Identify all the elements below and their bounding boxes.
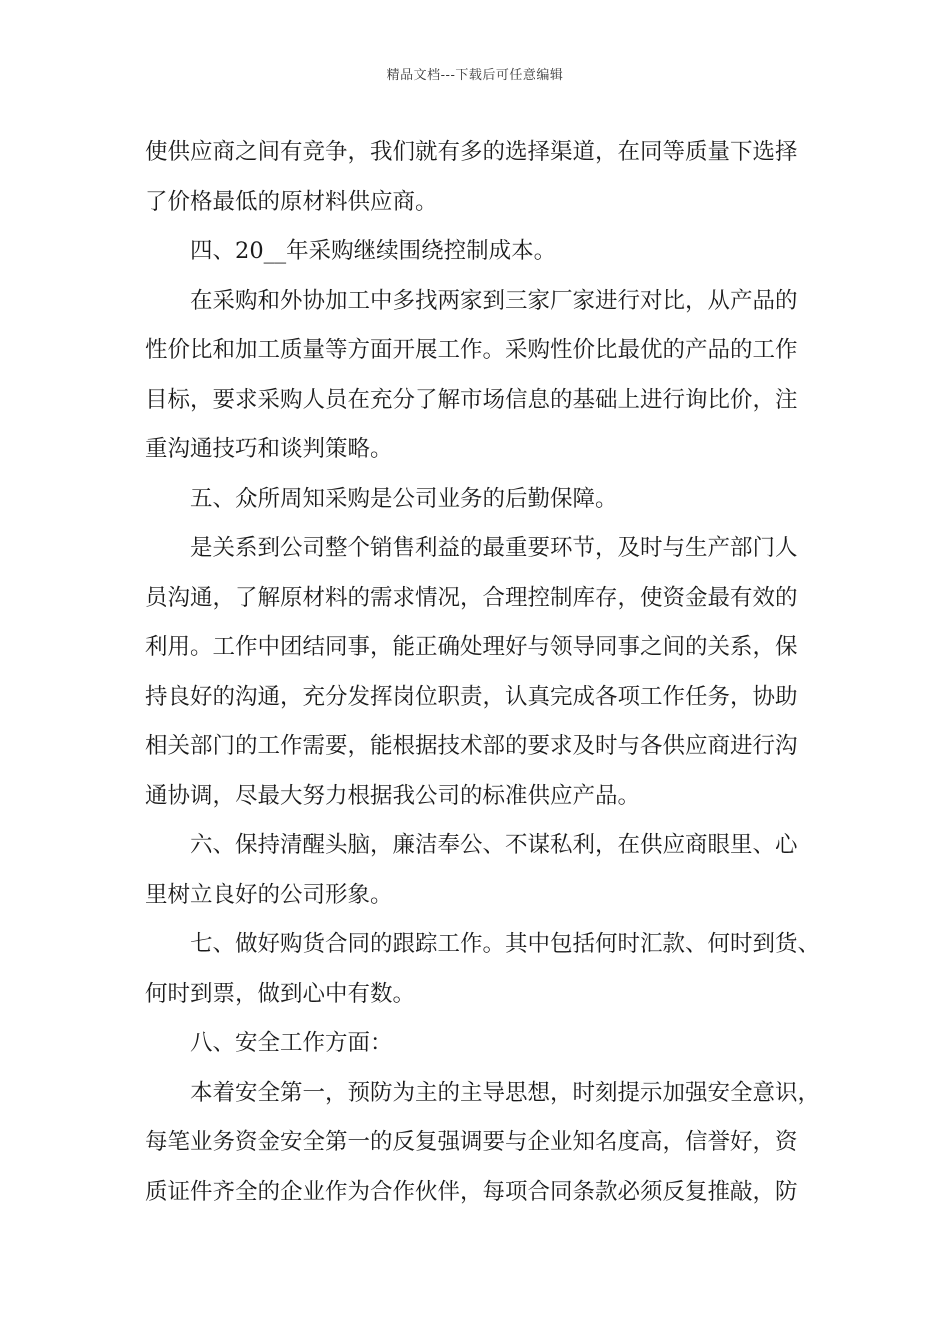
text-line: 目标，要求采购人员在充分了解市场信息的基础上进行询比价，注: [145, 386, 798, 413]
section-heading-8: 八、安全工作方面：: [190, 1030, 393, 1056]
text-line: 利用。工作中团结同事，能正确处理好与领导同事之间的关系，保: [145, 634, 798, 660]
text-line: 持良好的沟通，充分发挥岗位职责，认真完成各项工作任务，协助: [145, 683, 798, 710]
text-line: 在采购和外协加工中多找两家到三家厂家进行对比，从产品的: [190, 287, 798, 314]
text-line: 本着安全第一，预防为主的主导思想，时刻提示加强安全意识，: [190, 1079, 821, 1106]
text-line: 质证件齐全的企业作为合作伙伴，每项合同条款必须反复推敲，防: [145, 1178, 798, 1205]
document-body: [145, 128, 821, 1217]
section-heading-5: 五、众所周知采购是公司业务的后勤保障。: [190, 485, 618, 512]
text-line: 何时到票，做到心中有数。: [145, 980, 416, 1007]
page-header: 精品文档---下载后可任意编辑: [386, 68, 564, 83]
text-line: 每笔业务资金安全第一的反复强调要与企业知名度高，信誉好，资: [145, 1129, 798, 1155]
text-line: 员沟通，了解原材料的需求情况，合理控制库存，使资金最有效的: [145, 584, 798, 611]
section-heading-7: 七、做好购货合同的跟踪工作。其中包括何时汇款、何时到货、: [190, 931, 821, 957]
text-line: 是关系到公司整个销售利益的最重要环节，及时与生产部门人: [190, 535, 798, 561]
text-line: 通协调，尽最大努力根据我公司的标准供应产品。: [145, 782, 641, 809]
text-line: 相关部门的工作需要，能根据技术部的要求及时与各供应商进行沟: [145, 733, 798, 759]
text-line: 里树立良好的公司形象。: [145, 881, 393, 908]
text-line: 了价格最低的原材料供应商。: [145, 188, 438, 215]
text-line: 使供应商之间有竞争，我们就有多的选择渠道，在同等质量下选择: [145, 139, 798, 165]
text-line: 性价比和加工质量等方面开展工作。采购性价比最优的产品的工作: [145, 337, 798, 363]
text-line: 重沟通技巧和谈判策略。: [145, 436, 393, 462]
section-heading-4: 四、20__年采购继续围绕控制成本。: [190, 238, 557, 264]
section-heading-6: 六、保持清醒头脑，廉洁奉公、不谋私利，在供应商眼里、心: [190, 832, 798, 858]
